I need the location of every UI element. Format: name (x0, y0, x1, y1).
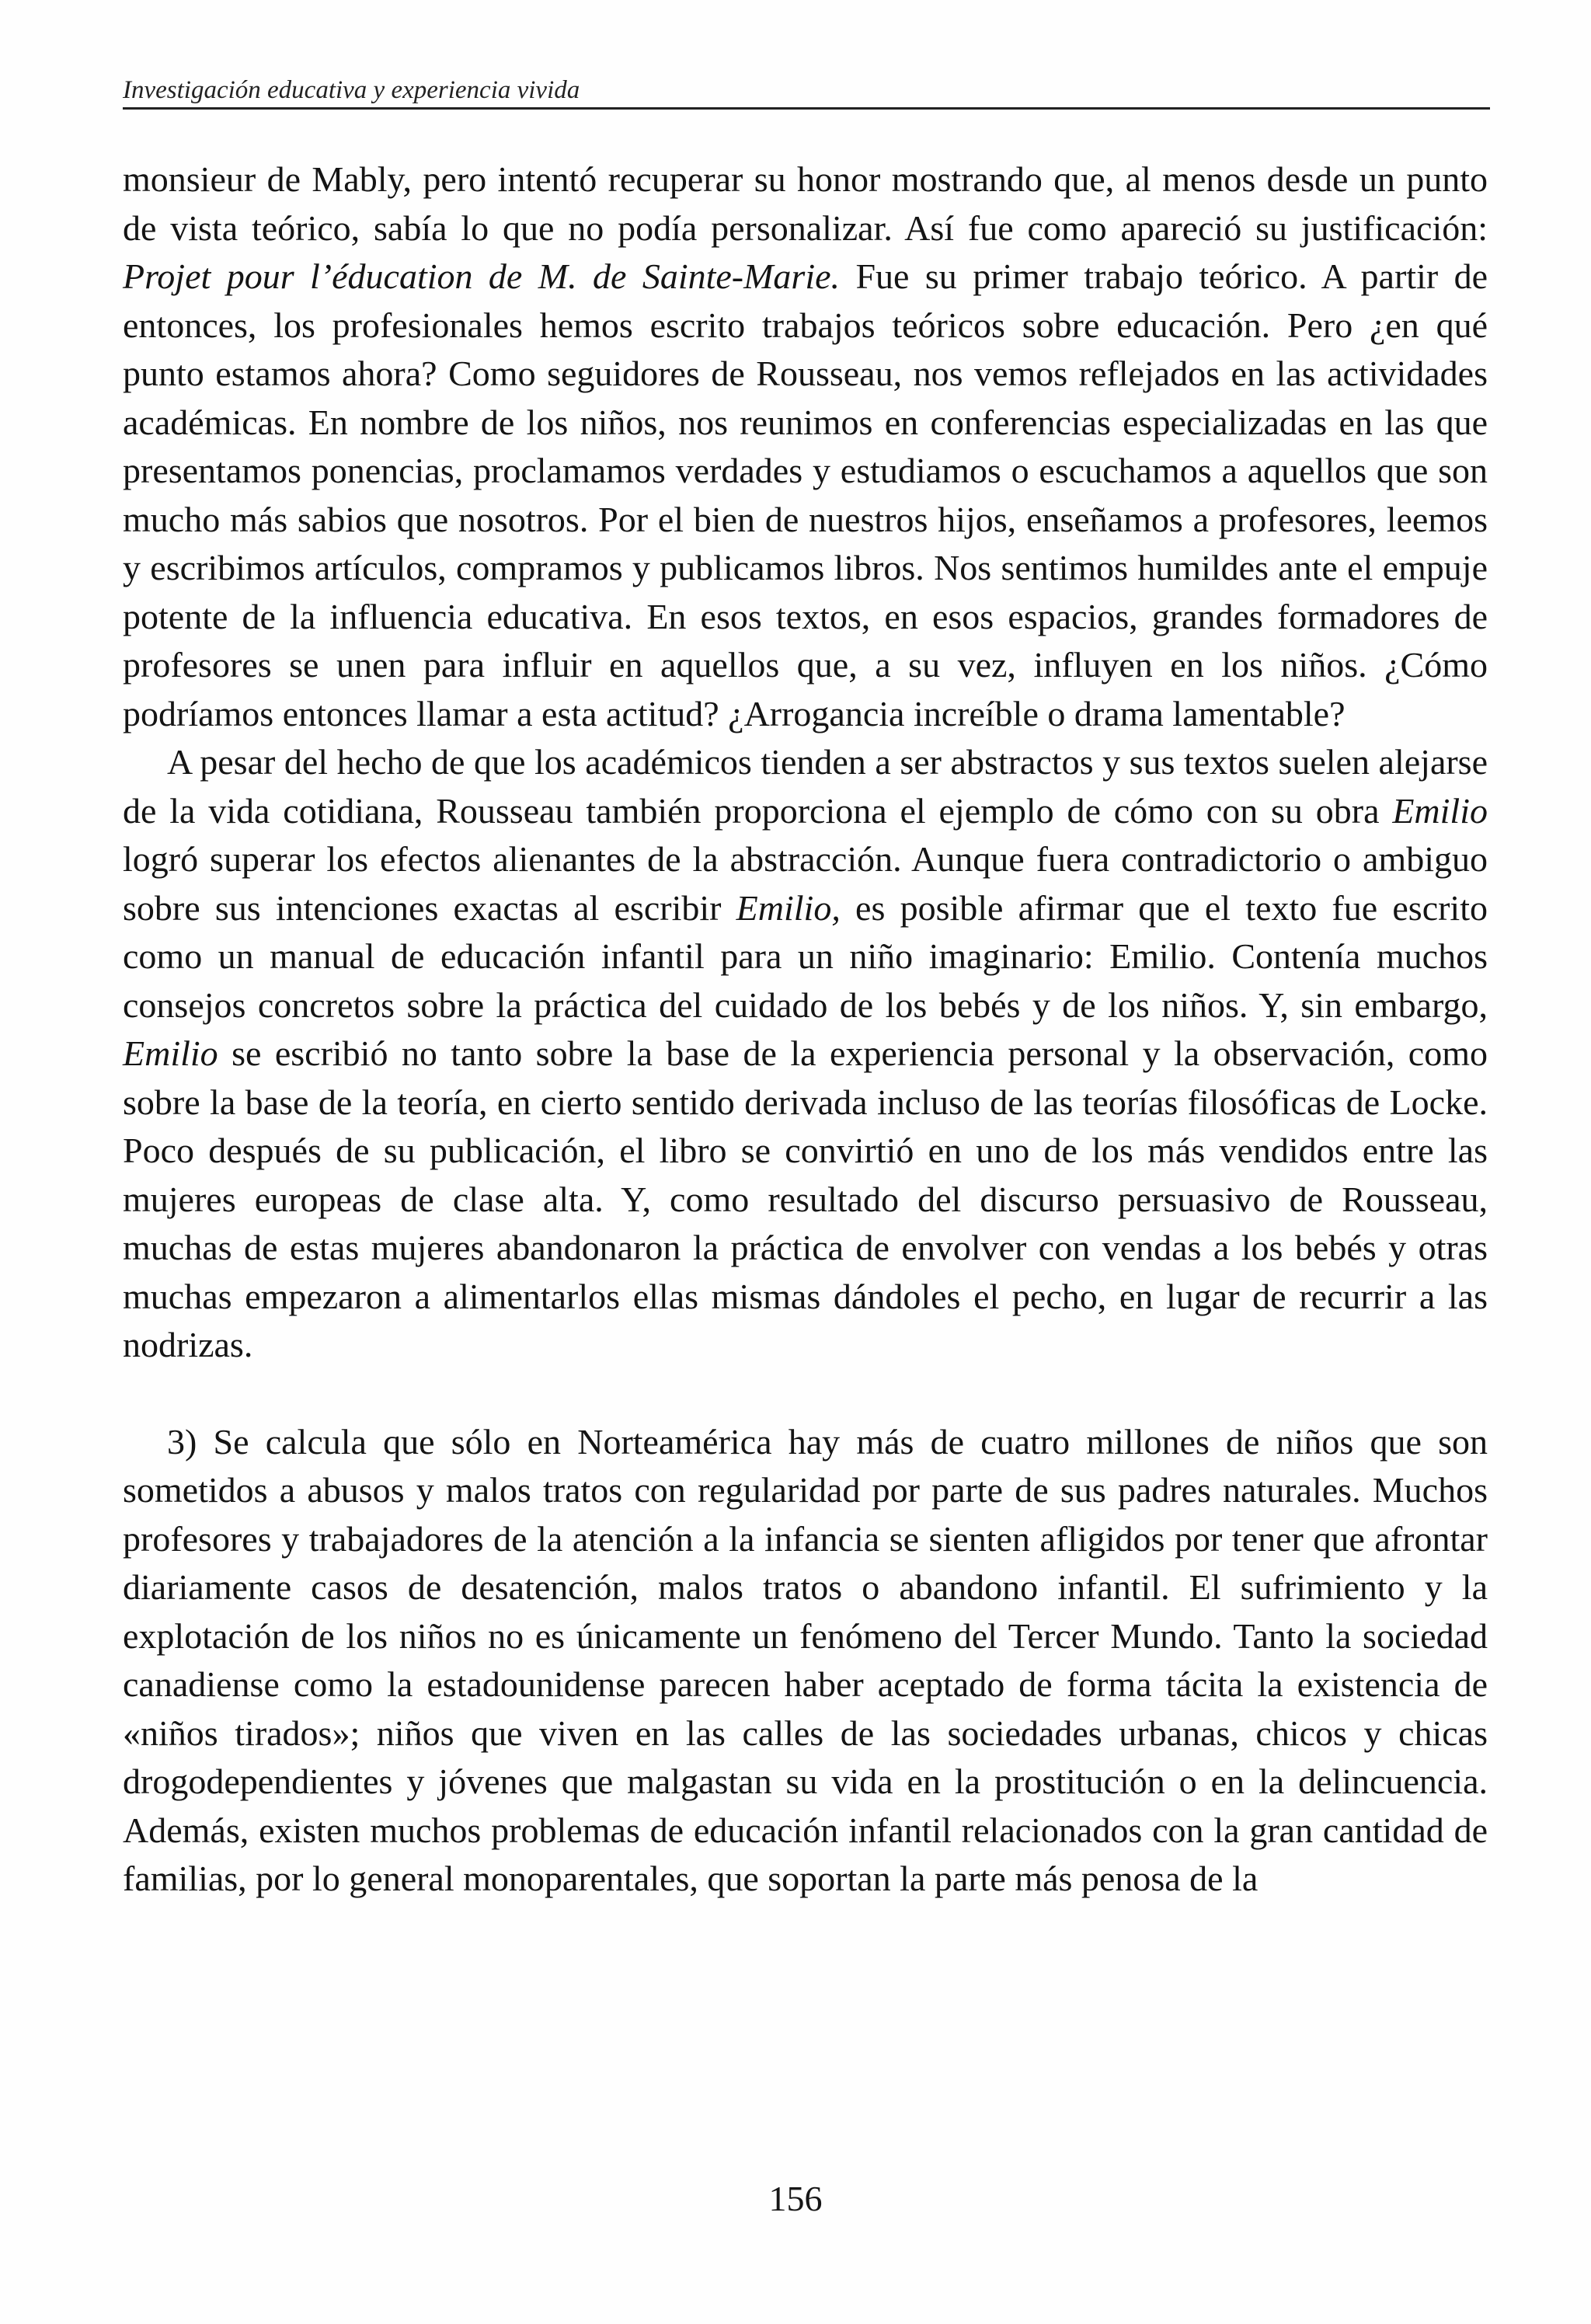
paragraph-2-text: A pesar del hecho de que los académicos tienden a ser abstractos y sus textos suelen alejarse de la vida cotidiana, Rousseau también proporciona el ejemplo de cómo con su obra (123, 742, 1488, 831)
paragraph-1 (123, 155, 1488, 738)
paragraph-2-text: es posible afirmar que el texto fue escrito como un manual de educación infantil para un niño imaginario: Emilio. Contenía muchos consejos concretos sobre la práctica del cuidado de los bebés y de los niños. Y, sin embargo, (123, 887, 1488, 1025)
paragraph-2-text: se escribió no tanto sobre la base de la experiencia personal y la observación, como sobre la base de la teoría, en cierto sentido derivada incluso de las teorías filosóficas de Locke. Poco después de su publicación, el libro se convirtió en uno de los más vendidos entre las mujeres europeas de clase alta. Y, como resultado del discurso persuasivo de Rousseau, muchas de estas mujeres abandonaron la práctica de envolver con vendas a los bebés y otras muchas empezaron a alimentarlos ellas mismas dándoles el pecho, en lugar de recurrir a las nodrizas. (123, 1033, 1488, 1364)
running-header: Investigación educativa y experiencia vivida (123, 76, 580, 104)
book-title-emilio: Emilio, (736, 887, 841, 928)
paragraph-3-text: 3) Se calcula que sólo en Norteamérica hay más de cuatro millones de niños que son sometidos a abusos y malos tratos con regularidad por parte de sus padres naturales. Muchos profesores y trabajadores de la atención a la infancia se sienten afligidos por tener que afrontar diariamente casos de desatención, malos tratos o abandono infantil. El sufrimiento y la explotación de los niños no es únicamente un fenómeno del Tercer Mundo. Tanto la sociedad canadiense como la estadounidense parecen haber aceptado de forma tácita la existencia de «niños tirados»; niños que viven en las calles de las sociedades urbanas, chicos y chicas drogodependientes y jóvenes que malgastan su vida en la prostitución o en la delincuencia. Además, existen muchos problemas de educación infantil relacionados con la gran cantidad de familias, por lo general monoparentales, que soportan la parte más penosa de la (123, 1421, 1488, 1898)
paragraph-1-text: monsieur de Mably, pero intentó recuperar su honor mostrando que, al menos desde un punto de vista teórico, sabía lo que no podía personalizar. Así fue como apareció su justificación: (123, 159, 1488, 248)
paragraph-2-text: logró superar los efectos alienantes de la abstracción. Aunque fuera contradictorio o ambiguo sobre sus intenciones exactas al escribir (123, 839, 1488, 928)
paragraph-1-text: Fue su primer trabajo teórico. A partir de entonces, los profesionales hemos escrito trabajos teóricos sobre educación. Pero ¿en qué punto estamos ahora? Como seguidores de Rousseau, nos vemos reflejados en las actividades académicas. En nombre de los niños, nos reunimos en conferencias especializadas en las que presentamos ponencias, proclamamos verdades y estudiamos o escuchamos a aquellos que son mucho más sabios que nosotros. Por el bien de nuestros hijos, enseñamos a profesores, leemos y escribimos artículos, compramos y publicamos libros. Nos sentimos humildes ante el empuje potente de la influencia educativa. En esos textos, en esos espacios, grandes formadores de profesores se unen para influir en aquellos que, a su vez, influyen en los niños. ¿Cómo podríamos entonces llamar a esta actitud? ¿Arrogancia increíble o drama lamentable? (123, 256, 1488, 733)
book-title-emilio: Emilio (123, 1033, 218, 1073)
paragraph-3 (123, 1418, 1488, 1904)
paragraph-2 (123, 738, 1488, 1370)
book-title-projet: Projet pour l’éducation de M. de Sainte-Marie. (123, 256, 841, 296)
header-rule (123, 107, 1490, 110)
body-text (123, 155, 1488, 1904)
page-number: 156 (768, 2179, 823, 2218)
book-title-emilio: Emilio (1392, 790, 1488, 831)
